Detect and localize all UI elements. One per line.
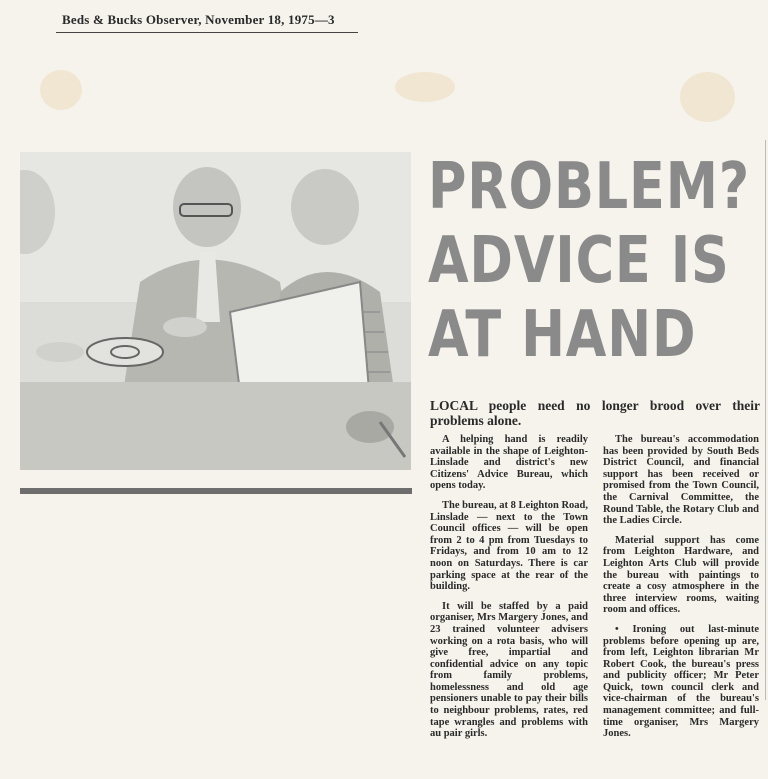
headline-line: PROBLEM?	[428, 150, 751, 224]
article-column-right	[603, 434, 759, 748]
headline-line: ADVICE IS	[428, 224, 730, 298]
column-rule	[765, 140, 766, 700]
headline	[428, 150, 758, 372]
article-paragraph: The bureau's accommodation has been provided by South Beds District Council, and financial support has been received or promised from the Town Council, the Carnival Committee, the Round Table, the Rotary Club and the Ladies Circle.	[603, 434, 759, 527]
paper-stain	[395, 72, 455, 102]
newspaper-masthead: Beds & Bucks Observer, November 18, 1975—3	[62, 12, 335, 27]
photo-rule	[20, 488, 412, 494]
article-intro: LOCAL people need no longer brood over their problems alone.	[430, 398, 760, 428]
news-photo	[20, 152, 411, 470]
article-paragraph: Material support has come from Leighton Hardware, and Leighton Arts Club will provide the bureau with paintings to create a cosy atmosphere in the three interview rooms, waiting room and offices.	[603, 534, 759, 616]
article-column-left	[430, 434, 588, 748]
article-paragraph: The bureau, at 8 Leighton Road, Linslade — next to the Town Council offices — will be open from 2 to 4 pm from Tuesdays to Fridays, and from 10 am to 12 noon on Saturdays. There is car parking space at the rear of the building.	[430, 499, 588, 593]
paper-stain	[680, 72, 735, 122]
masthead-rule	[56, 32, 358, 33]
paper-stain	[40, 70, 82, 110]
article-paragraph: It will be staffed by a paid organiser, Mrs Margery Jones, and 23 trained volunteer advisers working on a rota basis, who will give free, impartial and confidential advice on any topic from family problems, homelessness and old age pensioners unable to pay their bills to neighbour problems, rates, red tape wrangles and problems with au pair girls.	[430, 600, 588, 740]
news-photo-illustration	[20, 152, 411, 470]
photo-caption: • Ironing out last-minute problems before opening up are, from left, Leighton librarian Mr Robert Cook, the bureau's press and publicity officer; Mr Peter Quick, town council clerk and vice-chairman of the bureau's management committee; and full-time organiser, Mrs Margery Jones.	[603, 623, 759, 740]
article-paragraph: A helping hand is readily available in the shape of Leighton-Linslade and district's new Citizens' Advice Bureau, which opens today.	[430, 434, 588, 492]
headline-line: AT HAND	[428, 298, 697, 372]
